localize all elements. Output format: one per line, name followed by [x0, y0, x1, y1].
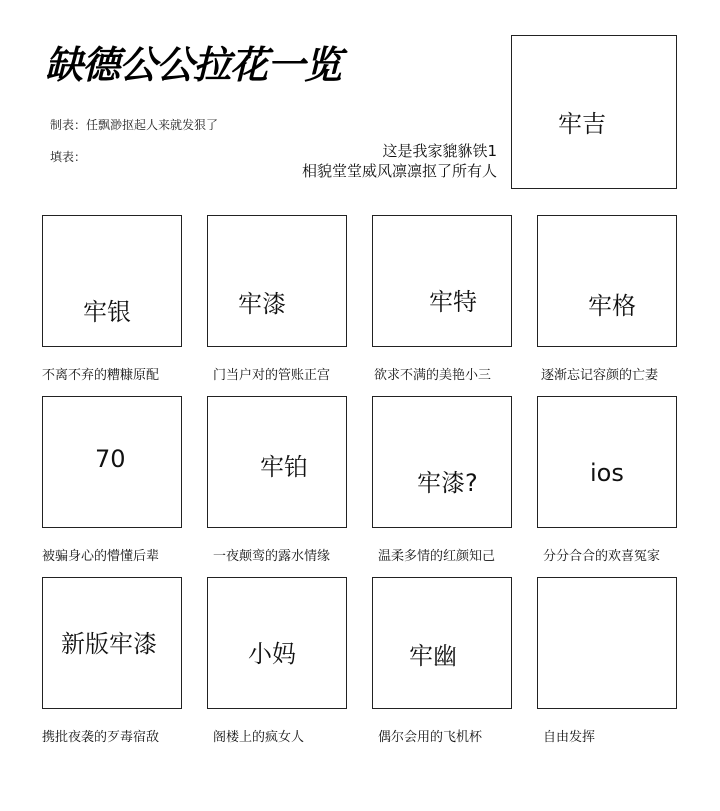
cell-caption: 逐渐忘记容颜的亡妻	[541, 368, 659, 383]
grid-cell-4[interactable]	[537, 215, 677, 347]
grid-cell-1[interactable]	[42, 215, 182, 347]
grid-cell-9[interactable]	[42, 577, 182, 709]
grid-cell-8[interactable]	[537, 396, 677, 528]
cell-caption: 欲求不满的美艳小三	[374, 368, 492, 383]
cell-caption: 不离不弃的糟糠原配	[42, 368, 160, 383]
cell-caption: 门当户对的管账正宫	[213, 368, 331, 383]
cell-caption: 一夜颠鸾的露水情缘	[213, 549, 331, 564]
cell-caption: 阁楼上的疯女人	[213, 730, 305, 745]
cell-caption: 分分合合的欢喜冤家	[543, 549, 661, 564]
cell-content: 新版牢漆	[61, 630, 157, 658]
cell-caption: 偶尔会用的飞机杯	[378, 730, 483, 745]
cell-content: 牢幽	[409, 642, 457, 670]
grid-cell-5[interactable]	[42, 396, 182, 528]
filler-credit: 填表：	[50, 150, 87, 164]
cell-content: 牢格	[588, 292, 636, 320]
intro-line-1: 这是我家貔貅铁1	[382, 142, 497, 160]
cell-content: 牢漆?	[417, 469, 478, 497]
cell-content: 小妈	[248, 640, 296, 668]
cell-content: 牢铂	[260, 453, 308, 481]
cell-content: 牢特	[429, 288, 477, 316]
page-title: 缺德公公拉花一览	[45, 43, 342, 87]
intro-line-2: 相貌堂堂威风凛凛抠了所有人	[301, 162, 497, 180]
cell-caption: 自由发挥	[543, 730, 596, 745]
grid-cell-2[interactable]	[207, 215, 347, 347]
cell-caption: 携批夜袭的歹毒宿敌	[42, 730, 160, 745]
grid-cell-11[interactable]	[372, 577, 512, 709]
feature-content: 牢吉	[558, 110, 606, 138]
intro-text	[302, 141, 497, 181]
grid-cell-3[interactable]	[372, 215, 512, 347]
grid-cell-6[interactable]	[207, 396, 347, 528]
cell-content: ios	[590, 459, 624, 487]
cell-content: 牢漆	[238, 290, 286, 318]
cell-caption: 温柔多情的红颜知己	[378, 549, 496, 564]
cell-caption: 被骗身心的懵懂后辈	[42, 549, 160, 564]
maker-credit: 制表：任飘渺抠起人来就发狠了	[50, 118, 219, 132]
feature-box[interactable]	[511, 35, 677, 189]
grid-cell-7[interactable]	[372, 396, 512, 528]
grid-cell-10[interactable]	[207, 577, 347, 709]
cell-content: 牢银	[83, 298, 131, 326]
cell-content: 70	[95, 445, 126, 473]
grid-cell-12[interactable]	[537, 577, 677, 709]
